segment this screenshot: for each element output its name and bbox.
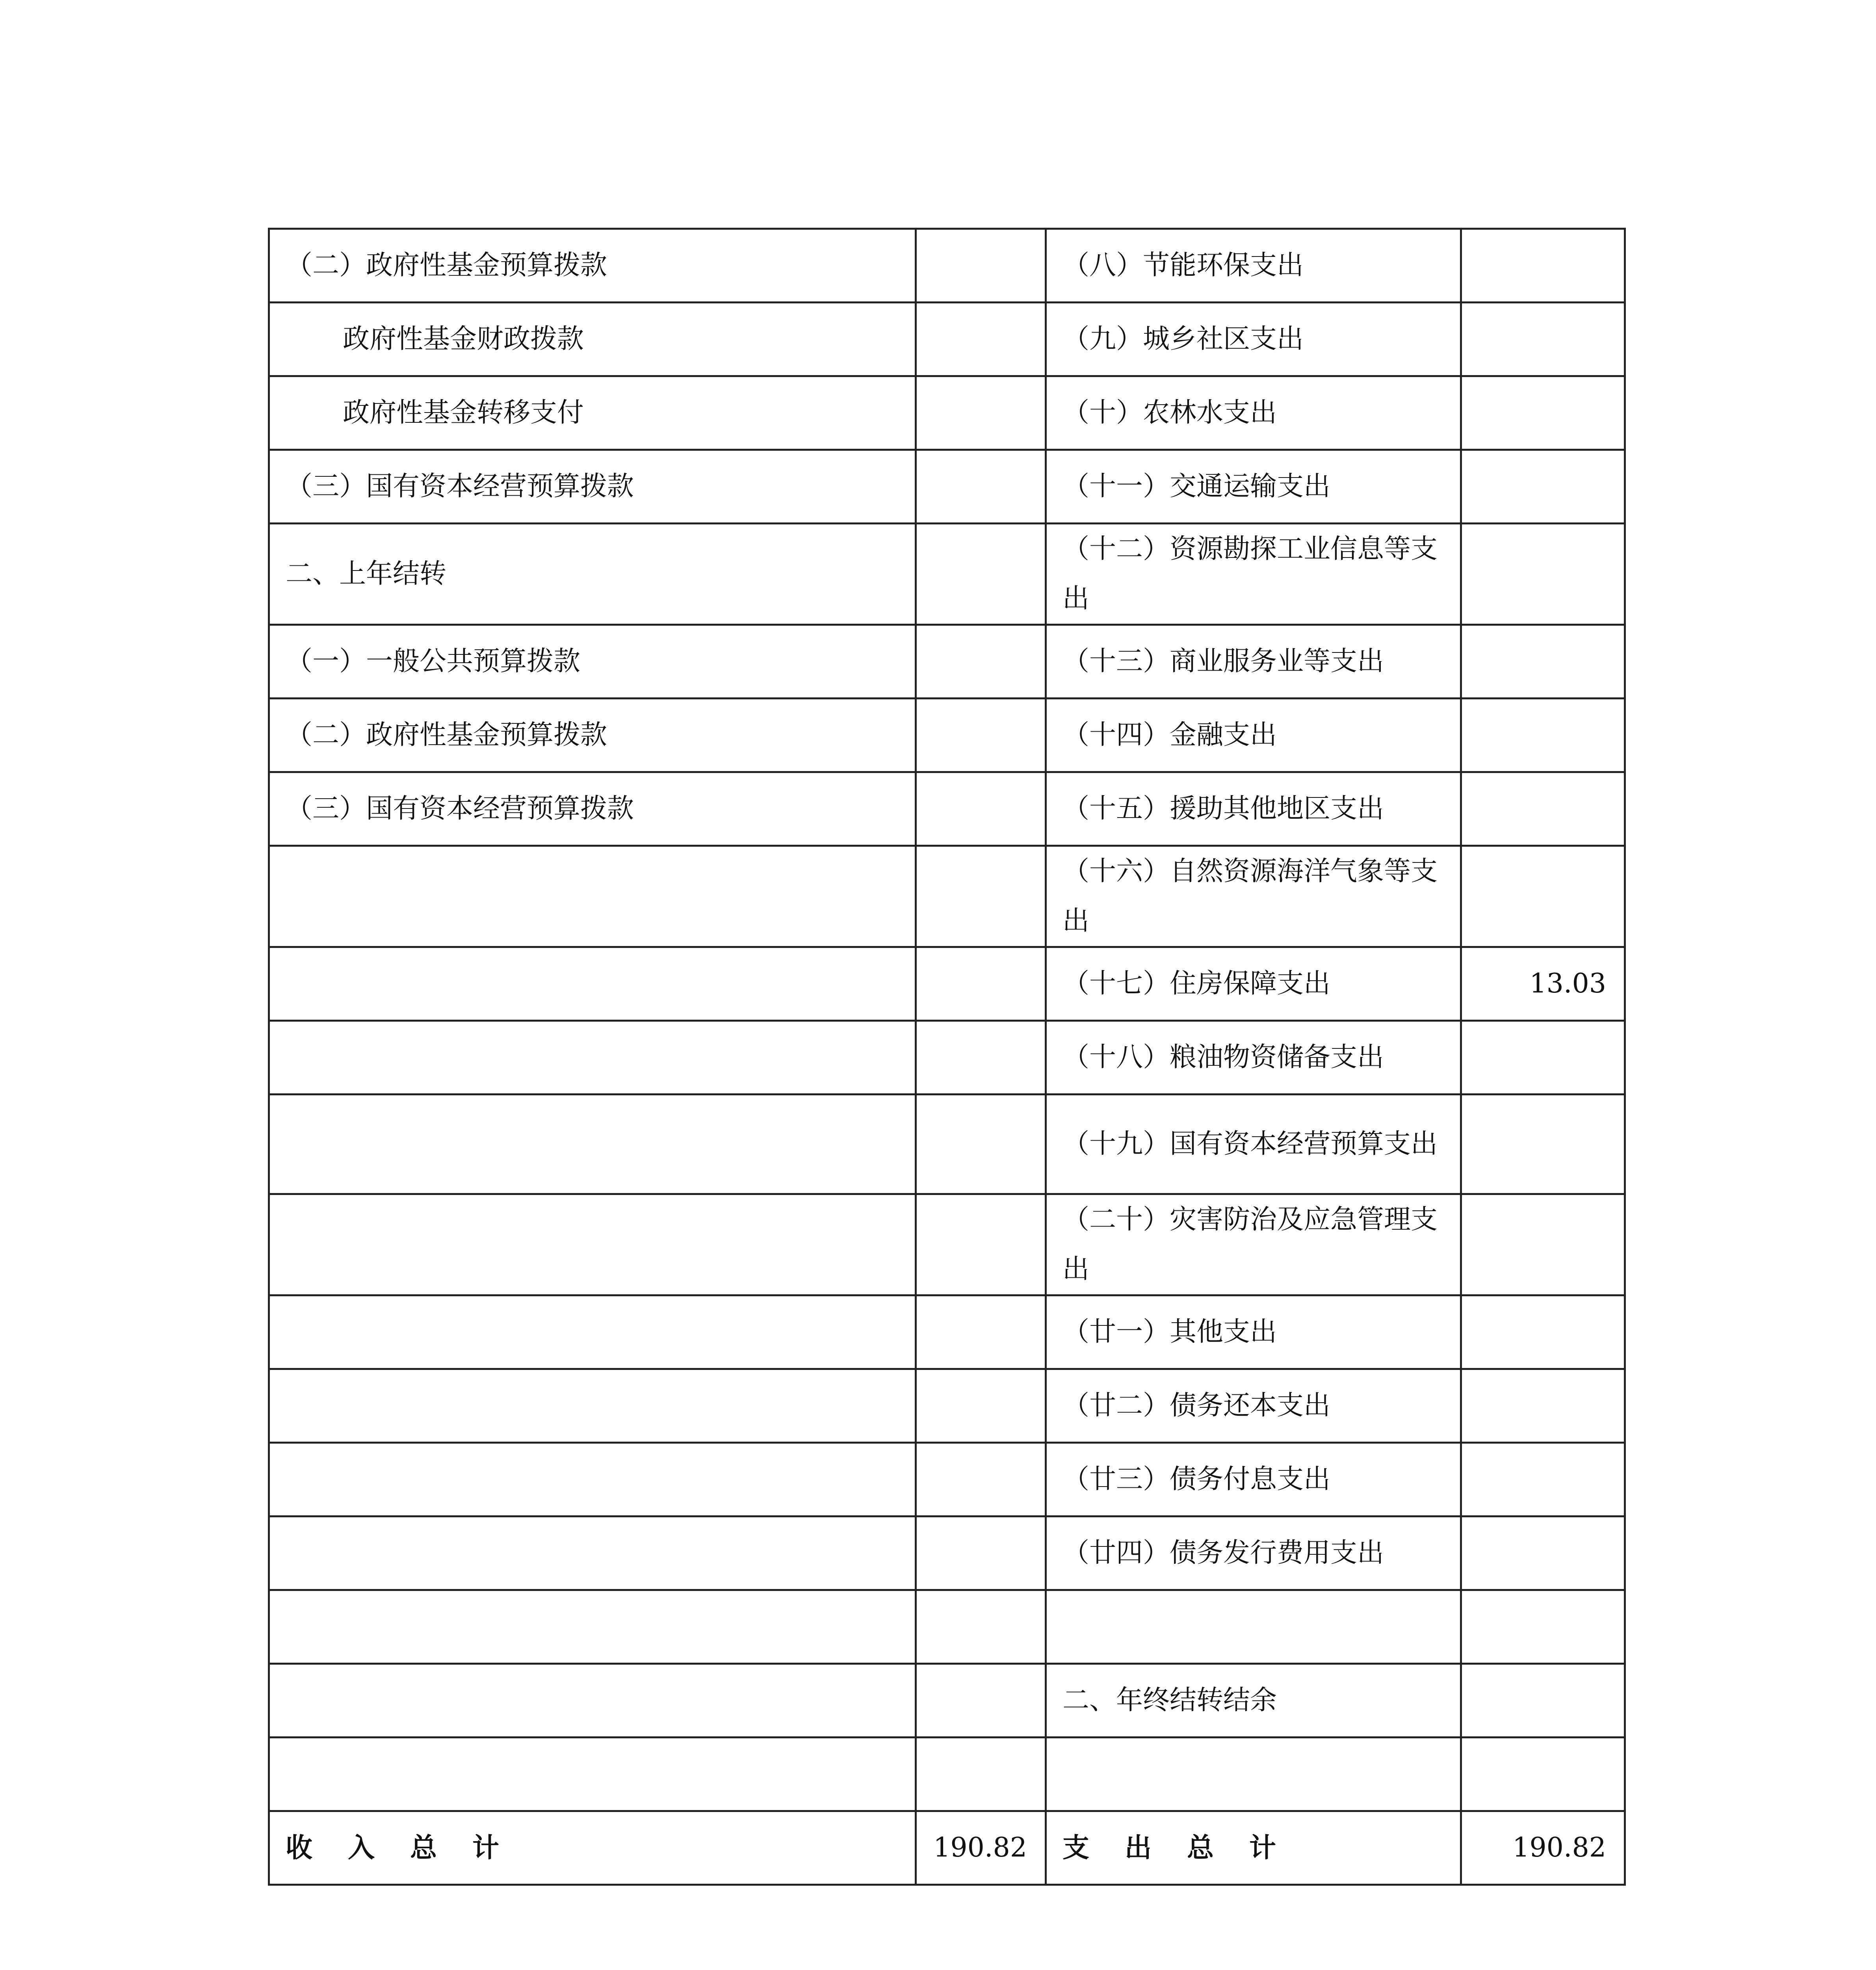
- expense-label: （廿四）债务发行费用支出: [1046, 1517, 1461, 1590]
- expense-value: [1461, 1095, 1625, 1194]
- table-row: [269, 1095, 1625, 1194]
- expense-value: [1461, 846, 1625, 947]
- income-label: [269, 1369, 916, 1443]
- expense-label: （十六）自然资源海洋气象等支出: [1046, 846, 1461, 947]
- income-value: [916, 1369, 1046, 1443]
- expense-label: 二、年终结转结余: [1046, 1664, 1461, 1738]
- income-label: （二）政府性基金预算拨款: [269, 699, 916, 772]
- income-label: [269, 1194, 916, 1295]
- income-label: [269, 1664, 916, 1738]
- income-label: [269, 947, 916, 1021]
- table-row: [269, 1369, 1625, 1443]
- expense-value: [1461, 1369, 1625, 1443]
- income-total-value: 190.82: [916, 1811, 1046, 1885]
- expense-label: （十二）资源勘探工业信息等支出: [1046, 524, 1461, 625]
- table-row: [269, 1021, 1625, 1095]
- income-value: [916, 1295, 1046, 1369]
- income-value: [916, 1738, 1046, 1811]
- income-value: [916, 1517, 1046, 1590]
- income-label: （一）一般公共预算拨款: [269, 625, 916, 699]
- expense-label: （廿二）债务还本支出: [1046, 1369, 1461, 1443]
- expense-value: [1461, 450, 1625, 524]
- expense-value: 13.03: [1461, 947, 1625, 1021]
- expense-value: [1461, 1738, 1625, 1811]
- income-value: [916, 772, 1046, 846]
- expense-value: [1461, 229, 1625, 303]
- expense-label: （十五）援助其他地区支出: [1046, 772, 1461, 846]
- table-row: [269, 524, 1625, 625]
- income-label: 二、上年结转: [269, 524, 916, 625]
- expense-label: （九）城乡社区支出: [1046, 303, 1461, 376]
- expense-label: （十九）国有资本经营预算支出: [1046, 1095, 1461, 1194]
- expense-total-value: 190.82: [1461, 1811, 1625, 1885]
- income-value: [916, 947, 1046, 1021]
- expense-value: [1461, 376, 1625, 450]
- expense-value: [1461, 1517, 1625, 1590]
- income-value: [916, 229, 1046, 303]
- income-value: [916, 450, 1046, 524]
- income-label: 政府性基金财政拨款: [269, 303, 916, 376]
- expense-label: （十八）粮油物资储备支出: [1046, 1021, 1461, 1095]
- expense-label: （八）节能环保支出: [1046, 229, 1461, 303]
- table-row: [269, 1443, 1625, 1517]
- income-label: [269, 1590, 916, 1664]
- income-label: [269, 1738, 916, 1811]
- income-value: [916, 1443, 1046, 1517]
- expense-value: [1461, 1295, 1625, 1369]
- expense-value: [1461, 699, 1625, 772]
- totals-row: [269, 1811, 1625, 1885]
- expense-label: （十七）住房保障支出: [1046, 947, 1461, 1021]
- table-row: [269, 846, 1625, 947]
- budget-summary-table: [268, 228, 1626, 1886]
- expense-value: [1461, 772, 1625, 846]
- expense-label: （十）农林水支出: [1046, 376, 1461, 450]
- income-value: [916, 1021, 1046, 1095]
- table-row: [269, 699, 1625, 772]
- table-row: [269, 947, 1625, 1021]
- expense-value: [1461, 1590, 1625, 1664]
- table-row: [269, 1738, 1625, 1811]
- income-label: [269, 1517, 916, 1590]
- income-label: （三）国有资本经营预算拨款: [269, 772, 916, 846]
- expense-label: （十一）交通运输支出: [1046, 450, 1461, 524]
- table-row: [269, 229, 1625, 303]
- income-value: [916, 303, 1046, 376]
- income-value: [916, 1590, 1046, 1664]
- table-row: [269, 376, 1625, 450]
- expense-label: [1046, 1738, 1461, 1811]
- table-row: [269, 1590, 1625, 1664]
- expense-value: [1461, 524, 1625, 625]
- expense-value: [1461, 1443, 1625, 1517]
- income-label: [269, 1295, 916, 1369]
- table-row: [269, 1194, 1625, 1295]
- table-row: [269, 1517, 1625, 1590]
- income-total-label: 收入总计: [269, 1811, 916, 1885]
- expense-label: [1046, 1590, 1461, 1664]
- expense-label: （廿一）其他支出: [1046, 1295, 1461, 1369]
- income-value: [916, 846, 1046, 947]
- table-row: [269, 1664, 1625, 1738]
- expense-value: [1461, 1021, 1625, 1095]
- expense-label: （廿三）债务付息支出: [1046, 1443, 1461, 1517]
- expense-value: [1461, 303, 1625, 376]
- expense-value: [1461, 1664, 1625, 1738]
- income-value: [916, 1194, 1046, 1295]
- income-value: [916, 376, 1046, 450]
- expense-total-label: 支出总计: [1046, 1811, 1461, 1885]
- table-row: [269, 625, 1625, 699]
- income-label: [269, 1443, 916, 1517]
- table-row: [269, 772, 1625, 846]
- table-row: [269, 303, 1625, 376]
- income-value: [916, 625, 1046, 699]
- expense-label: （二十）灾害防治及应急管理支出: [1046, 1194, 1461, 1295]
- income-value: [916, 1095, 1046, 1194]
- income-value: [916, 524, 1046, 625]
- income-label: [269, 1021, 916, 1095]
- income-label: [269, 846, 916, 947]
- income-value: [916, 1664, 1046, 1738]
- expense-label: （十四）金融支出: [1046, 699, 1461, 772]
- table-row: [269, 1295, 1625, 1369]
- table-row: [269, 450, 1625, 524]
- expense-value: [1461, 1194, 1625, 1295]
- income-label: （三）国有资本经营预算拨款: [269, 450, 916, 524]
- income-label: [269, 1095, 916, 1194]
- income-value: [916, 699, 1046, 772]
- expense-label: （十三）商业服务业等支出: [1046, 625, 1461, 699]
- income-label: （二）政府性基金预算拨款: [269, 229, 916, 303]
- expense-value: [1461, 625, 1625, 699]
- income-label: 政府性基金转移支付: [269, 376, 916, 450]
